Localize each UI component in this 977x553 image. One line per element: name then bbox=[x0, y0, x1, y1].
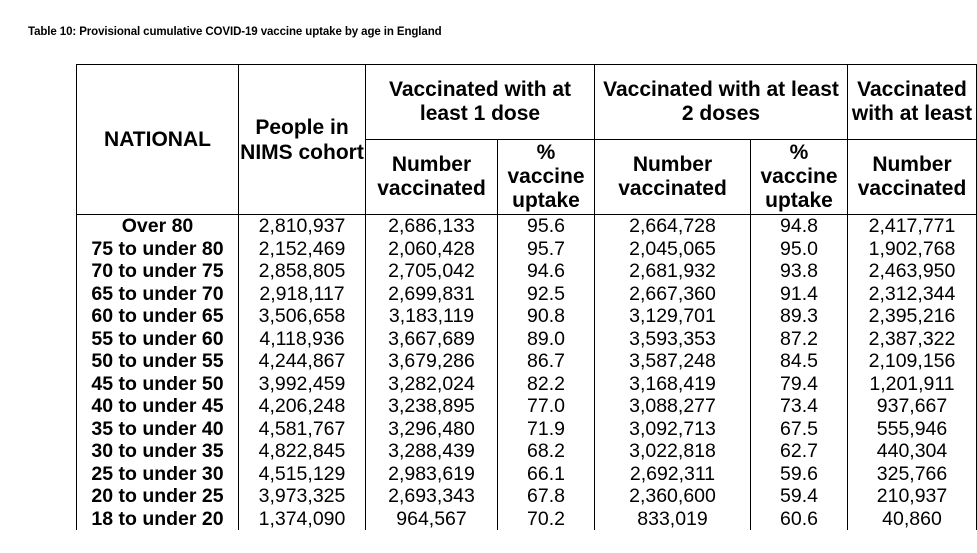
cell-d3-number: 40,860 bbox=[848, 508, 977, 531]
header-d1-pct: % vaccine uptake bbox=[498, 140, 595, 215]
cell-d1-number: 964,567 bbox=[366, 508, 498, 531]
cell-d2-pct: 79.4 bbox=[751, 373, 848, 396]
cell-d1-number: 3,679,286 bbox=[366, 350, 498, 373]
cell-d2-pct: 95.0 bbox=[751, 238, 848, 261]
cell-d1-number: 3,667,689 bbox=[366, 328, 498, 351]
cell-d2-pct: 59.4 bbox=[751, 485, 848, 508]
cell-d1-number: 2,705,042 bbox=[366, 260, 498, 283]
row-label: 35 to under 40 bbox=[77, 418, 239, 441]
cell-d2-number: 3,022,818 bbox=[595, 440, 751, 463]
cell-d1-number: 2,060,428 bbox=[366, 238, 498, 261]
header-d1-number: Number vaccinated bbox=[366, 140, 498, 215]
cell-d2-pct: 94.8 bbox=[751, 215, 848, 238]
cell-d1-pct: 89.0 bbox=[498, 328, 595, 351]
header-group-dose-1: Vaccinated with at least 1 dose bbox=[366, 65, 595, 140]
row-label: 75 to under 80 bbox=[77, 238, 239, 261]
cell-people: 4,581,767 bbox=[239, 418, 366, 441]
cell-people: 2,858,805 bbox=[239, 260, 366, 283]
cell-d2-number: 2,360,600 bbox=[595, 485, 751, 508]
cell-d3-number: 440,304 bbox=[848, 440, 977, 463]
cell-people: 4,118,936 bbox=[239, 328, 366, 351]
cell-d3-number: 2,417,771 bbox=[848, 215, 977, 238]
row-label: Over 80 bbox=[77, 215, 239, 238]
cell-people: 3,506,658 bbox=[239, 305, 366, 328]
cell-d2-number: 2,667,360 bbox=[595, 283, 751, 306]
cell-d3-number: 1,902,768 bbox=[848, 238, 977, 261]
table-row bbox=[77, 463, 977, 486]
row-label: 65 to under 70 bbox=[77, 283, 239, 306]
table-row bbox=[77, 508, 977, 531]
table-row bbox=[77, 238, 977, 261]
row-label: 20 to under 25 bbox=[77, 485, 239, 508]
cell-d1-number: 2,686,133 bbox=[366, 215, 498, 238]
cell-people: 2,152,469 bbox=[239, 238, 366, 261]
cell-people: 1,374,090 bbox=[239, 508, 366, 531]
row-label: 50 to under 55 bbox=[77, 350, 239, 373]
cell-d2-pct: 67.5 bbox=[751, 418, 848, 441]
cell-d1-pct: 86.7 bbox=[498, 350, 595, 373]
cell-d3-number: 2,387,322 bbox=[848, 328, 977, 351]
table-container bbox=[76, 64, 977, 530]
cell-d1-number: 2,983,619 bbox=[366, 463, 498, 486]
cell-d1-pct: 92.5 bbox=[498, 283, 595, 306]
cell-d2-number: 2,681,932 bbox=[595, 260, 751, 283]
row-label: 40 to under 45 bbox=[77, 395, 239, 418]
cell-d1-number: 3,238,895 bbox=[366, 395, 498, 418]
cell-d1-pct: 71.9 bbox=[498, 418, 595, 441]
cell-people: 4,206,248 bbox=[239, 395, 366, 418]
table-caption: Table 10: Provisional cumulative COVID-19 vaccine uptake by age in England bbox=[28, 26, 442, 38]
cell-people: 3,992,459 bbox=[239, 373, 366, 396]
cell-d3-number: 2,463,950 bbox=[848, 260, 977, 283]
row-label: 45 to under 50 bbox=[77, 373, 239, 396]
cell-people: 2,810,937 bbox=[239, 215, 366, 238]
cell-d1-pct: 90.8 bbox=[498, 305, 595, 328]
cell-d1-pct: 66.1 bbox=[498, 463, 595, 486]
row-label: 30 to under 35 bbox=[77, 440, 239, 463]
header-group-dose-2: Vaccinated with at least 2 doses bbox=[595, 65, 848, 140]
cell-d2-pct: 84.5 bbox=[751, 350, 848, 373]
cell-d2-number: 3,168,419 bbox=[595, 373, 751, 396]
cell-d2-pct: 59.6 bbox=[751, 463, 848, 486]
table-row bbox=[77, 373, 977, 396]
header-d3-number: Number vaccinated bbox=[848, 140, 977, 215]
row-label: 70 to under 75 bbox=[77, 260, 239, 283]
cell-d1-pct: 94.6 bbox=[498, 260, 595, 283]
cell-d3-number: 2,312,344 bbox=[848, 283, 977, 306]
cell-d2-pct: 60.6 bbox=[751, 508, 848, 531]
vaccine-uptake-table bbox=[76, 64, 977, 530]
cell-people: 2,918,117 bbox=[239, 283, 366, 306]
cell-people: 4,515,129 bbox=[239, 463, 366, 486]
cell-d2-pct: 73.4 bbox=[751, 395, 848, 418]
table-row bbox=[77, 440, 977, 463]
cell-d1-number: 3,183,119 bbox=[366, 305, 498, 328]
cell-d3-number: 325,766 bbox=[848, 463, 977, 486]
row-label: 60 to under 65 bbox=[77, 305, 239, 328]
cell-d1-number: 2,699,831 bbox=[366, 283, 498, 306]
cell-d2-pct: 93.8 bbox=[751, 260, 848, 283]
table-row bbox=[77, 395, 977, 418]
header-people-in-cohort: People in NIMS cohort bbox=[239, 65, 366, 215]
cell-d3-number: 937,667 bbox=[848, 395, 977, 418]
table-row bbox=[77, 260, 977, 283]
table-row bbox=[77, 305, 977, 328]
cell-d2-number: 3,092,713 bbox=[595, 418, 751, 441]
cell-d3-number: 1,201,911 bbox=[848, 373, 977, 396]
table-row bbox=[77, 485, 977, 508]
table-row bbox=[77, 283, 977, 306]
cell-d3-number: 555,946 bbox=[848, 418, 977, 441]
cell-people: 4,244,867 bbox=[239, 350, 366, 373]
cell-d1-pct: 67.8 bbox=[498, 485, 595, 508]
row-label: 18 to under 20 bbox=[77, 508, 239, 531]
cell-d1-number: 3,288,439 bbox=[366, 440, 498, 463]
cell-d2-number: 2,692,311 bbox=[595, 463, 751, 486]
cell-d1-number: 3,282,024 bbox=[366, 373, 498, 396]
row-label: 55 to under 60 bbox=[77, 328, 239, 351]
header-d2-pct: % vaccine uptake bbox=[751, 140, 848, 215]
cell-d1-pct: 82.2 bbox=[498, 373, 595, 396]
cell-people: 3,973,325 bbox=[239, 485, 366, 508]
cell-d1-pct: 70.2 bbox=[498, 508, 595, 531]
cell-d1-pct: 95.6 bbox=[498, 215, 595, 238]
cell-d2-number: 2,664,728 bbox=[595, 215, 751, 238]
cell-d1-pct: 95.7 bbox=[498, 238, 595, 261]
cell-d1-pct: 68.2 bbox=[498, 440, 595, 463]
cell-d2-number: 833,019 bbox=[595, 508, 751, 531]
cell-d2-number: 3,088,277 bbox=[595, 395, 751, 418]
cell-d1-number: 3,296,480 bbox=[366, 418, 498, 441]
cell-d1-number: 2,693,343 bbox=[366, 485, 498, 508]
cell-people: 4,822,845 bbox=[239, 440, 366, 463]
cell-d3-number: 2,109,156 bbox=[848, 350, 977, 373]
header-group-dose-3: Vaccinated with at least bbox=[848, 65, 977, 140]
header-d2-number: Number vaccinated bbox=[595, 140, 751, 215]
cell-d2-number: 2,045,065 bbox=[595, 238, 751, 261]
table-row bbox=[77, 418, 977, 441]
cell-d2-pct: 87.2 bbox=[751, 328, 848, 351]
cell-d3-number: 210,937 bbox=[848, 485, 977, 508]
cell-d2-number: 3,129,701 bbox=[595, 305, 751, 328]
cell-d2-pct: 89.3 bbox=[751, 305, 848, 328]
cell-d2-pct: 91.4 bbox=[751, 283, 848, 306]
cell-d2-pct: 62.7 bbox=[751, 440, 848, 463]
cell-d3-number: 2,395,216 bbox=[848, 305, 977, 328]
table-row bbox=[77, 328, 977, 351]
header-national: NATIONAL bbox=[77, 65, 239, 215]
table-body bbox=[77, 215, 977, 531]
cell-d2-number: 3,587,248 bbox=[595, 350, 751, 373]
cell-d1-pct: 77.0 bbox=[498, 395, 595, 418]
table-row bbox=[77, 215, 977, 238]
cell-d2-number: 3,593,353 bbox=[595, 328, 751, 351]
table-row bbox=[77, 350, 977, 373]
row-label: 25 to under 30 bbox=[77, 463, 239, 486]
